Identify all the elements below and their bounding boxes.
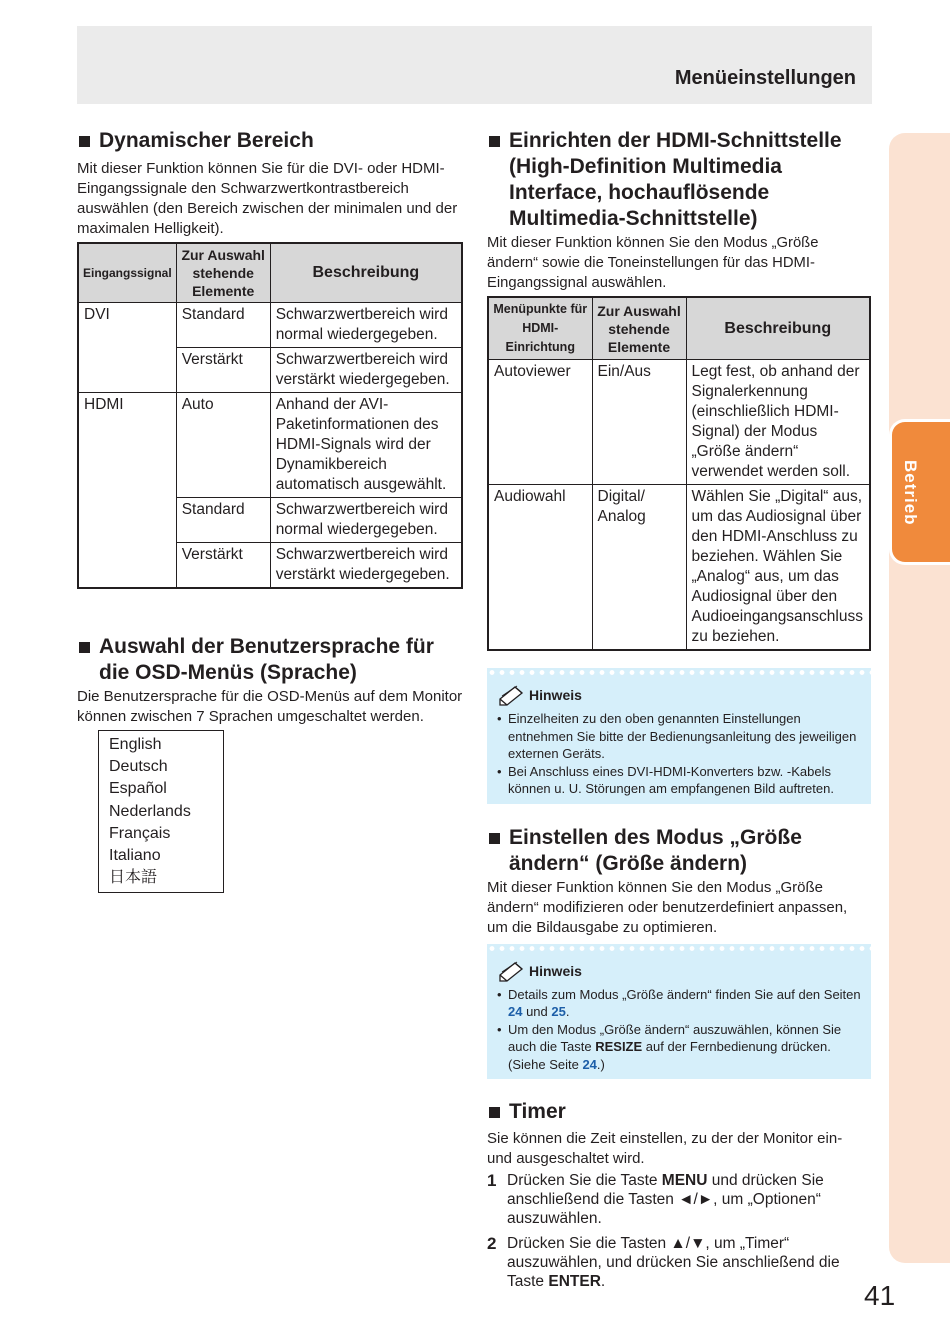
list-item: Nederlands [109, 802, 191, 820]
page-link[interactable]: 25 [551, 1004, 566, 1019]
table-cell: Legt fest, ob anhand der Signalerkennung (einschließlich HDMI-Signal) der Modus „Größe ändern“ verwendet werden soll. [686, 360, 870, 485]
hdmi-table [487, 296, 871, 651]
table-header: Menüpunkte für HDMI-Einrichtung [488, 297, 592, 360]
language-text: Die Benutzersprache für die OSD-Menüs auf dem Monitor können zwischen 7 Sprachen umgeschaltet werden. [77, 688, 463, 725]
language-list [98, 730, 224, 893]
section-title: Menüeinstellungen [674, 67, 856, 89]
note-box [487, 944, 871, 1080]
table-cell: Auto [176, 393, 270, 498]
left-column [77, 128, 463, 589]
list-item: • Um den Modus „Größe ändern“ auszuwählen, können Sie auch die Taste RESIZE auf der Fernbedienung drücken. (Siehe Seite 24.) [497, 1021, 842, 1072]
list-item: • Details zum Modus „Größe ändern“ finden Sie auf den Seiten 24 und 25. [497, 986, 861, 1019]
table-header-row [488, 297, 870, 360]
side-tab-background [889, 133, 950, 1263]
resize-heading: Einstellen des Modus „Größe ändern“ (Größe ändern) [487, 825, 871, 877]
square-bullet-icon [79, 136, 90, 147]
dynamic-range-heading: Dynamischer Bereich [77, 128, 463, 154]
side-tab[interactable] [889, 419, 950, 565]
list-item: English [109, 736, 162, 753]
table-header: Beschreibung [270, 243, 462, 303]
pencil-note-icon [497, 684, 527, 706]
table-cell: Digital/ Analog [592, 485, 686, 651]
table-cell: Schwarzwertbereich wird verstärkt wiedergegeben. [270, 543, 462, 589]
table-cell: Schwarzwertbereich wird normal wiedergegeben. [270, 498, 462, 543]
resize-text: Mit dieser Funktion können Sie den Modus „Größe ändern“ modifizieren oder benutzerdefiniert anpassen, um die Bildausgabe zu optimieren. [487, 878, 848, 936]
list-item: Deutsch [109, 758, 168, 776]
dotted-border [487, 944, 871, 953]
list-item: Español [109, 780, 167, 798]
table-row [488, 360, 870, 485]
table-cell: Verstärkt [176, 543, 270, 589]
table-header: Beschreibung [686, 297, 870, 360]
page-link[interactable]: 24 [582, 1056, 597, 1072]
language-heading: Auswahl der Benutzersprache für die OSD-Menüs (Sprache) [77, 634, 463, 686]
table-cell: HDMI [78, 393, 176, 589]
step-1: 1 Drücken Sie die Taste MENU und drücken Sie anschließend die Tasten ◄/►, um „Optionen“ auszuwählen. [487, 1171, 824, 1227]
dotted-border [487, 668, 871, 677]
list-item: 日本語 [109, 869, 158, 887]
right-column [487, 128, 871, 1291]
table-cell: Standard [176, 498, 270, 543]
page-link[interactable]: 24 [508, 1004, 523, 1019]
table-row [78, 393, 462, 498]
list-item: • Einzelheiten zu den oben genannten Einstellungen entnehmen Sie bitte der Bedienungsanleitung des jeweiligen externen Geräts. [497, 711, 857, 761]
table-cell: Wählen Sie „Digital“ aus, um das Audiosignal über den HDMI-Anschluss zu beziehen. Wählen Sie „Analog“ aus, um das Audiosignal über den Audioeingangsanschluss zu beziehen. [686, 485, 870, 651]
timer-text: Sie können die Zeit einstellen, zu der der Monitor ein- und ausgeschaltet wird. [487, 1130, 843, 1167]
list-item: Italiano [109, 847, 161, 865]
table-cell: Ein/Aus [592, 360, 686, 485]
note-title: Hinweis [497, 960, 861, 982]
table-cell: Schwarzwertbereich wird normal wiedergegeben. [270, 303, 462, 348]
square-bullet-icon [489, 1107, 500, 1118]
table-cell: Anhand der AVI-Paketinformationen des HDMI-Signals wird der Dynamikbereich automatisch ausgewählt. [270, 393, 462, 498]
table-cell: Autoviewer [488, 360, 592, 485]
table-cell: Verstärkt [176, 348, 270, 393]
table-cell: DVI [78, 303, 176, 393]
table-header: Eingangssignal [78, 243, 176, 303]
table-header: Zur Auswahl stehende Elemente [592, 297, 686, 360]
note-list [497, 710, 861, 798]
dynamic-range-table [77, 242, 463, 589]
hdmi-heading: Einrichten der HDMI-Schnittstelle (High-Definition Multimedia Interface, hochauflösende Multimedia-Schnittstelle) [487, 128, 871, 232]
square-bullet-icon [79, 642, 90, 653]
table-row [78, 303, 462, 348]
table-cell: Audiowahl [488, 485, 592, 651]
note-list [497, 986, 861, 1074]
table-cell: Standard [176, 303, 270, 348]
list-item: • Bei Anschluss eines DVI-HDMI-Konverters bzw. -Kabels können u. U. Störungen am empfangenen Bild auftreten. [497, 763, 834, 796]
dynamic-range-text: Mit dieser Funktion können Sie für die DVI- oder HDMI-Eingangssignale den Schwarzwertkontrastbereich auswählen (den Bereich zwischen der minimalen und der maximalen Helligkeit). [77, 160, 458, 237]
pencil-note-icon [497, 960, 527, 982]
table-cell: Schwarzwertbereich wird verstärkt wiedergegeben. [270, 348, 462, 393]
square-bullet-icon [489, 833, 500, 844]
table-row [488, 485, 870, 651]
table-header-row [78, 243, 462, 303]
timer-heading: Timer [487, 1099, 871, 1125]
note-title: Hinweis [497, 684, 861, 706]
step-2: 2 Drücken Sie die Tasten ▲/▼, um „Timer“ auszuwählen, und drücken Sie anschließend die Taste ENTER. [487, 1234, 840, 1290]
list-item: Français [109, 824, 171, 842]
page-header [77, 26, 872, 104]
language-section [77, 634, 463, 893]
square-bullet-icon [489, 136, 500, 147]
page-number: 41 [864, 1280, 896, 1311]
side-tab-label: Betrieb [901, 460, 920, 526]
note-box [487, 668, 871, 804]
hdmi-text: Mit dieser Funktion können Sie den Modus „Größe ändern“ sowie die Toneinstellungen für das HDMI-Eingangssignal auswählen. [487, 235, 819, 291]
table-header: Zur Auswahl stehende Elemente [176, 243, 270, 303]
